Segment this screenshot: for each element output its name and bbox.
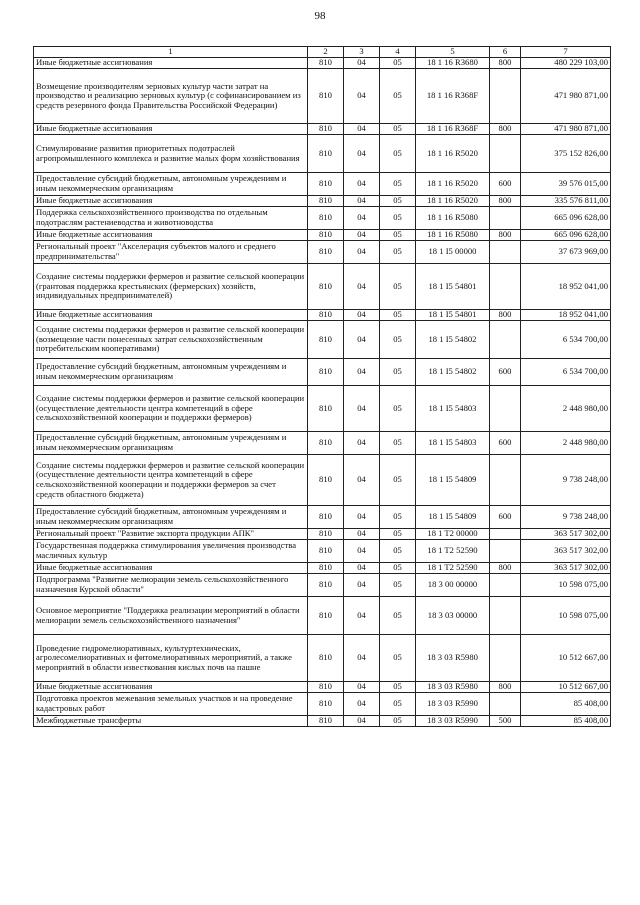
row-vr-cell: 800 bbox=[490, 196, 521, 207]
table-row bbox=[34, 321, 611, 359]
row-code-cell: 18 1 I5 00000 bbox=[416, 241, 490, 264]
row-vr-cell: 800 bbox=[490, 563, 521, 574]
row-col3-cell: 04 bbox=[344, 386, 380, 432]
row-col2-cell: 810 bbox=[308, 310, 344, 321]
row-col4-cell: 05 bbox=[380, 597, 416, 635]
row-name-cell: Предоставление субсидий бюджетным, автономным учреждениям и иным некоммерческим организациям bbox=[34, 359, 308, 386]
row-amount-cell: 363 517 302,00 bbox=[521, 540, 611, 563]
row-col3-cell: 04 bbox=[344, 207, 380, 230]
table-row bbox=[34, 173, 611, 196]
row-col2-cell: 810 bbox=[308, 196, 344, 207]
row-col3-cell: 04 bbox=[344, 321, 380, 359]
row-name-cell: Создание системы поддержки фермеров и развитие сельской кооперации (грантовая поддержка крестьянских (фермерских) хозяйств, индивидуальных предпринимателей) bbox=[34, 264, 308, 310]
row-col3-cell: 04 bbox=[344, 682, 380, 693]
row-name-cell: Создание системы поддержки фермеров и развитие сельской кооперации (осуществление деятельности центра компетенций в сфере сельскохозяйственной кооперации и поддержки фермеров за счет средств областного бюджета) bbox=[34, 455, 308, 506]
table-row bbox=[34, 135, 611, 173]
table-row bbox=[34, 635, 611, 682]
column-header: 2 bbox=[308, 47, 344, 58]
row-amount-cell: 85 408,00 bbox=[521, 693, 611, 716]
row-col3-cell: 04 bbox=[344, 310, 380, 321]
table-row bbox=[34, 241, 611, 264]
table-row bbox=[34, 359, 611, 386]
row-col4-cell: 05 bbox=[380, 386, 416, 432]
row-vr-cell bbox=[490, 597, 521, 635]
row-name-cell: Стимулирование развития приоритетных подотраслей агропромышленного комплекса и развитие малых форм хозяйствования bbox=[34, 135, 308, 173]
row-amount-cell: 363 517 302,00 bbox=[521, 529, 611, 540]
row-col3-cell: 04 bbox=[344, 455, 380, 506]
row-code-cell: 18 1 I5 54809 bbox=[416, 506, 490, 529]
row-col3-cell: 04 bbox=[344, 635, 380, 682]
row-vr-cell: 600 bbox=[490, 432, 521, 455]
row-col2-cell: 810 bbox=[308, 716, 344, 727]
table-row bbox=[34, 682, 611, 693]
row-vr-cell bbox=[490, 529, 521, 540]
table-row bbox=[34, 386, 611, 432]
row-code-cell: 18 1 16 R5080 bbox=[416, 230, 490, 241]
row-amount-cell: 375 152 826,00 bbox=[521, 135, 611, 173]
row-col3-cell: 04 bbox=[344, 359, 380, 386]
row-code-cell: 18 1 16 R5020 bbox=[416, 173, 490, 196]
row-amount-cell: 2 448 980,00 bbox=[521, 432, 611, 455]
row-code-cell: 18 1 I5 54801 bbox=[416, 264, 490, 310]
row-code-cell: 18 1 I5 54809 bbox=[416, 455, 490, 506]
column-header: 4 bbox=[380, 47, 416, 58]
row-col4-cell: 05 bbox=[380, 310, 416, 321]
row-vr-cell: 600 bbox=[490, 359, 521, 386]
row-col4-cell: 05 bbox=[380, 455, 416, 506]
row-name-cell: Предоставление субсидий бюджетным, автономным учреждениям и иным некоммерческим организациям bbox=[34, 506, 308, 529]
row-amount-cell: 9 738 248,00 bbox=[521, 506, 611, 529]
row-vr-cell: 800 bbox=[490, 682, 521, 693]
row-col3-cell: 04 bbox=[344, 69, 380, 124]
row-col4-cell: 05 bbox=[380, 69, 416, 124]
row-amount-cell: 18 952 041,00 bbox=[521, 310, 611, 321]
column-header: 5 bbox=[416, 47, 490, 58]
row-vr-cell: 800 bbox=[490, 58, 521, 69]
row-vr-cell bbox=[490, 69, 521, 124]
row-col2-cell: 810 bbox=[308, 682, 344, 693]
table-row bbox=[34, 124, 611, 135]
row-name-cell: Создание системы поддержки фермеров и развитие сельской кооперации (возмещение части понесенных затрат сельскохозяйственным потребительским кооперативами) bbox=[34, 321, 308, 359]
row-name-cell: Иные бюджетные ассигнования bbox=[34, 682, 308, 693]
row-amount-cell: 10 512 667,00 bbox=[521, 635, 611, 682]
row-col2-cell: 810 bbox=[308, 506, 344, 529]
table-row bbox=[34, 432, 611, 455]
row-amount-cell: 665 096 628,00 bbox=[521, 207, 611, 230]
row-name-cell: Государственная поддержка стимулирования увеличения производства масличных культур bbox=[34, 540, 308, 563]
row-name-cell: Иные бюджетные ассигнования bbox=[34, 230, 308, 241]
table-row bbox=[34, 58, 611, 69]
row-col4-cell: 05 bbox=[380, 207, 416, 230]
row-col4-cell: 05 bbox=[380, 716, 416, 727]
row-code-cell: 18 3 03 R5990 bbox=[416, 716, 490, 727]
row-name-cell: Подпрограмма "Развитие мелиорации земель сельскохозяйственного назначения Курской области" bbox=[34, 574, 308, 597]
row-vr-cell bbox=[490, 264, 521, 310]
row-col3-cell: 04 bbox=[344, 432, 380, 455]
row-amount-cell: 471 980 871,00 bbox=[521, 124, 611, 135]
row-amount-cell: 335 576 811,00 bbox=[521, 196, 611, 207]
budget-table bbox=[33, 46, 611, 727]
row-col3-cell: 04 bbox=[344, 597, 380, 635]
row-col2-cell: 810 bbox=[308, 386, 344, 432]
row-name-cell: Возмещение производителям зерновых культур части затрат на производство и реализацию зерновых культур (с софинансированием из средств резервного фонда Правительства Российской Федерации) bbox=[34, 69, 308, 124]
row-name-cell: Подготовка проектов межевания земельных участков и на проведение кадастровых работ bbox=[34, 693, 308, 716]
row-code-cell: 18 1 T2 00000 bbox=[416, 529, 490, 540]
row-vr-cell bbox=[490, 574, 521, 597]
row-vr-cell bbox=[490, 207, 521, 230]
row-col4-cell: 05 bbox=[380, 241, 416, 264]
row-code-cell: 18 3 03 R5980 bbox=[416, 682, 490, 693]
table-row bbox=[34, 574, 611, 597]
row-name-cell: Иные бюджетные ассигнования bbox=[34, 563, 308, 574]
row-vr-cell bbox=[490, 693, 521, 716]
row-amount-cell: 85 408,00 bbox=[521, 716, 611, 727]
row-col4-cell: 05 bbox=[380, 359, 416, 386]
row-code-cell: 18 3 03 R5980 bbox=[416, 635, 490, 682]
row-vr-cell: 800 bbox=[490, 230, 521, 241]
row-col4-cell: 05 bbox=[380, 124, 416, 135]
row-col4-cell: 05 bbox=[380, 574, 416, 597]
row-col4-cell: 05 bbox=[380, 635, 416, 682]
row-col3-cell: 04 bbox=[344, 506, 380, 529]
row-code-cell: 18 1 I5 54801 bbox=[416, 310, 490, 321]
row-name-cell: Предоставление субсидий бюджетным, автономным учреждениям и иным некоммерческим организациям bbox=[34, 432, 308, 455]
row-col4-cell: 05 bbox=[380, 432, 416, 455]
row-vr-cell bbox=[490, 241, 521, 264]
row-code-cell: 18 1 16 R5080 bbox=[416, 207, 490, 230]
row-col2-cell: 810 bbox=[308, 135, 344, 173]
row-col2-cell: 810 bbox=[308, 230, 344, 241]
row-col3-cell: 04 bbox=[344, 264, 380, 310]
row-col2-cell: 810 bbox=[308, 173, 344, 196]
row-amount-cell: 9 738 248,00 bbox=[521, 455, 611, 506]
row-vr-cell: 500 bbox=[490, 716, 521, 727]
table-row bbox=[34, 455, 611, 506]
row-amount-cell: 37 673 969,00 bbox=[521, 241, 611, 264]
column-header: 7 bbox=[521, 47, 611, 58]
row-col2-cell: 810 bbox=[308, 124, 344, 135]
row-code-cell: 18 1 I5 54803 bbox=[416, 386, 490, 432]
row-code-cell: 18 1 I5 54802 bbox=[416, 359, 490, 386]
table-row bbox=[34, 716, 611, 727]
row-col3-cell: 04 bbox=[344, 693, 380, 716]
row-name-cell: Иные бюджетные ассигнования bbox=[34, 196, 308, 207]
column-header: 3 bbox=[344, 47, 380, 58]
row-col3-cell: 04 bbox=[344, 124, 380, 135]
row-col2-cell: 810 bbox=[308, 635, 344, 682]
table-row bbox=[34, 506, 611, 529]
row-code-cell: 18 1 16 R368F bbox=[416, 69, 490, 124]
row-col3-cell: 04 bbox=[344, 241, 380, 264]
row-col2-cell: 810 bbox=[308, 321, 344, 359]
row-name-cell: Создание системы поддержки фермеров и развитие сельской кооперации (осуществление деятельности центра компетенций в сфере сельскохозяйственной кооперации и поддержки фермеров) bbox=[34, 386, 308, 432]
table-row bbox=[34, 540, 611, 563]
row-amount-cell: 480 229 103,00 bbox=[521, 58, 611, 69]
row-col2-cell: 810 bbox=[308, 529, 344, 540]
row-amount-cell: 10 598 075,00 bbox=[521, 597, 611, 635]
row-col2-cell: 810 bbox=[308, 58, 344, 69]
table-row bbox=[34, 264, 611, 310]
table-row bbox=[34, 230, 611, 241]
row-name-cell: Межбюджетные трансферты bbox=[34, 716, 308, 727]
row-col2-cell: 810 bbox=[308, 540, 344, 563]
row-col4-cell: 05 bbox=[380, 540, 416, 563]
row-vr-cell: 600 bbox=[490, 506, 521, 529]
row-amount-cell: 10 512 667,00 bbox=[521, 682, 611, 693]
table-row bbox=[34, 310, 611, 321]
row-code-cell: 18 1 T2 52590 bbox=[416, 563, 490, 574]
row-col2-cell: 810 bbox=[308, 574, 344, 597]
table-row bbox=[34, 563, 611, 574]
row-name-cell: Региональный проект "Развитие экспорта продукции АПК" bbox=[34, 529, 308, 540]
row-code-cell: 18 3 03 R5990 bbox=[416, 693, 490, 716]
row-vr-cell bbox=[490, 635, 521, 682]
row-amount-cell: 471 980 871,00 bbox=[521, 69, 611, 124]
row-vr-cell: 600 bbox=[490, 173, 521, 196]
table-row bbox=[34, 693, 611, 716]
row-col4-cell: 05 bbox=[380, 173, 416, 196]
row-col2-cell: 810 bbox=[308, 455, 344, 506]
row-col2-cell: 810 bbox=[308, 69, 344, 124]
row-col4-cell: 05 bbox=[380, 563, 416, 574]
row-amount-cell: 2 448 980,00 bbox=[521, 386, 611, 432]
row-col4-cell: 05 bbox=[380, 196, 416, 207]
row-col2-cell: 810 bbox=[308, 563, 344, 574]
row-code-cell: 18 1 16 R368F bbox=[416, 124, 490, 135]
table-row bbox=[34, 597, 611, 635]
row-name-cell: Предоставление субсидий бюджетным, автономным учреждениям и иным некоммерческим организациям bbox=[34, 173, 308, 196]
table-header-row bbox=[34, 47, 611, 58]
row-code-cell: 18 1 T2 52590 bbox=[416, 540, 490, 563]
row-vr-cell bbox=[490, 386, 521, 432]
table-body bbox=[34, 58, 611, 727]
row-vr-cell bbox=[490, 135, 521, 173]
row-col2-cell: 810 bbox=[308, 207, 344, 230]
table-row bbox=[34, 69, 611, 124]
row-col3-cell: 04 bbox=[344, 540, 380, 563]
row-code-cell: 18 1 16 R5020 bbox=[416, 135, 490, 173]
row-code-cell: 18 1 16 R3680 bbox=[416, 58, 490, 69]
row-col3-cell: 04 bbox=[344, 230, 380, 241]
row-code-cell: 18 1 16 R5020 bbox=[416, 196, 490, 207]
column-header: 6 bbox=[490, 47, 521, 58]
row-amount-cell: 363 517 302,00 bbox=[521, 563, 611, 574]
row-amount-cell: 6 534 700,00 bbox=[521, 359, 611, 386]
row-vr-cell bbox=[490, 321, 521, 359]
row-vr-cell: 800 bbox=[490, 124, 521, 135]
row-vr-cell bbox=[490, 455, 521, 506]
row-vr-cell bbox=[490, 540, 521, 563]
row-code-cell: 18 3 03 00000 bbox=[416, 597, 490, 635]
row-col2-cell: 810 bbox=[308, 693, 344, 716]
table-row bbox=[34, 196, 611, 207]
row-name-cell: Основное мероприятие "Поддержка реализации мероприятий в области мелиорации земель сельскохозяйственного назначения" bbox=[34, 597, 308, 635]
row-amount-cell: 18 952 041,00 bbox=[521, 264, 611, 310]
row-col4-cell: 05 bbox=[380, 264, 416, 310]
table-row bbox=[34, 529, 611, 540]
row-name-cell: Поддержка сельскохозяйственного производства по отдельным подотраслям растениеводства и животноводства bbox=[34, 207, 308, 230]
row-col2-cell: 810 bbox=[308, 597, 344, 635]
row-col4-cell: 05 bbox=[380, 135, 416, 173]
row-col4-cell: 05 bbox=[380, 682, 416, 693]
row-col3-cell: 04 bbox=[344, 173, 380, 196]
row-amount-cell: 665 096 628,00 bbox=[521, 230, 611, 241]
row-amount-cell: 6 534 700,00 bbox=[521, 321, 611, 359]
row-name-cell: Иные бюджетные ассигнования bbox=[34, 124, 308, 135]
row-name-cell: Проведение гидромелиоративных, культуртехнических, агролесомелиоративных и фитомелиоративных мероприятий, а также мероприятий в области известкования кислых почв на пашне bbox=[34, 635, 308, 682]
row-col3-cell: 04 bbox=[344, 529, 380, 540]
row-code-cell: 18 3 00 00000 bbox=[416, 574, 490, 597]
row-code-cell: 18 1 I5 54802 bbox=[416, 321, 490, 359]
row-col3-cell: 04 bbox=[344, 58, 380, 69]
row-col2-cell: 810 bbox=[308, 264, 344, 310]
row-col2-cell: 810 bbox=[308, 432, 344, 455]
row-code-cell: 18 1 I5 54803 bbox=[416, 432, 490, 455]
row-name-cell: Иные бюджетные ассигнования bbox=[34, 58, 308, 69]
row-col3-cell: 04 bbox=[344, 196, 380, 207]
column-header: 1 bbox=[34, 47, 308, 58]
row-col4-cell: 05 bbox=[380, 506, 416, 529]
table-row bbox=[34, 207, 611, 230]
row-name-cell: Иные бюджетные ассигнования bbox=[34, 310, 308, 321]
row-col4-cell: 05 bbox=[380, 529, 416, 540]
row-col3-cell: 04 bbox=[344, 574, 380, 597]
row-col3-cell: 04 bbox=[344, 135, 380, 173]
row-col3-cell: 04 bbox=[344, 563, 380, 574]
row-col2-cell: 810 bbox=[308, 241, 344, 264]
row-col3-cell: 04 bbox=[344, 716, 380, 727]
row-vr-cell: 800 bbox=[490, 310, 521, 321]
row-col2-cell: 810 bbox=[308, 359, 344, 386]
row-col4-cell: 05 bbox=[380, 58, 416, 69]
row-amount-cell: 39 576 015,00 bbox=[521, 173, 611, 196]
row-col4-cell: 05 bbox=[380, 321, 416, 359]
row-col4-cell: 05 bbox=[380, 693, 416, 716]
row-name-cell: Региональный проект "Акселерация субъектов малого и среднего предпринимательства" bbox=[34, 241, 308, 264]
page-number: 98 bbox=[314, 10, 326, 22]
row-amount-cell: 10 598 075,00 bbox=[521, 574, 611, 597]
row-col4-cell: 05 bbox=[380, 230, 416, 241]
